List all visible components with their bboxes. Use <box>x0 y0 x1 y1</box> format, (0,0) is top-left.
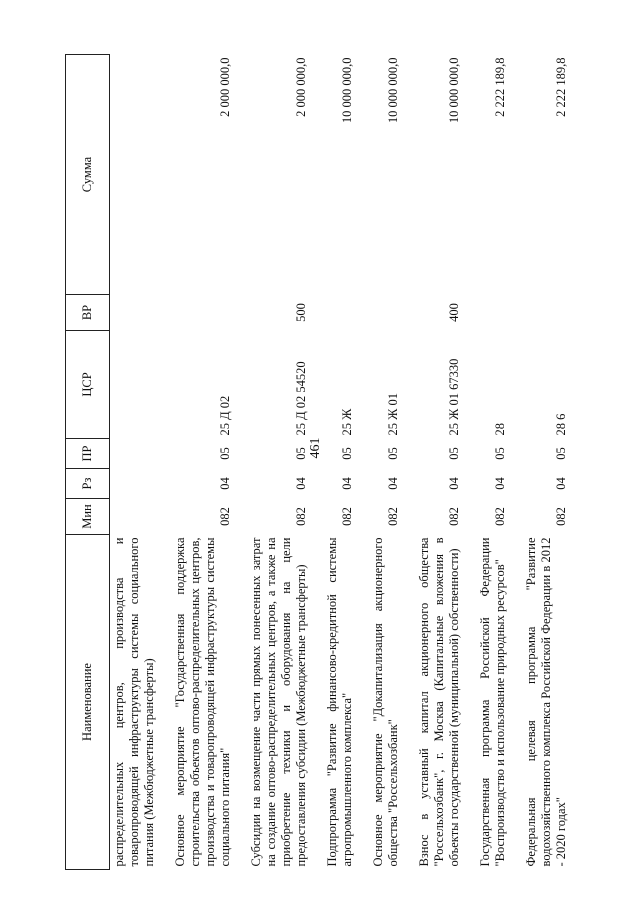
row-min <box>110 499 160 535</box>
row-sum: 2 222 189,8 <box>554 57 568 117</box>
row-csr: 28 <box>493 423 507 436</box>
row-pr: 05 <box>554 447 568 460</box>
row-pr: 05 <box>447 447 461 460</box>
row-min: 082 <box>340 507 354 526</box>
row-pr: 05 <box>493 447 507 460</box>
row-min: 082 <box>218 507 232 526</box>
row-rz: 04 <box>386 477 400 490</box>
table-header-row <box>66 55 110 870</box>
row-csr <box>110 331 160 439</box>
budget-table <box>65 54 571 870</box>
row-csr: 25 Д 02 <box>218 395 232 436</box>
row-rz: 04 <box>340 477 354 490</box>
table-row <box>311 55 357 870</box>
row-pr: 05 <box>386 447 400 460</box>
row-vr <box>110 295 160 331</box>
row-sum <box>110 55 160 295</box>
row-vr <box>357 295 403 331</box>
column-header-vr: ВР <box>66 295 110 331</box>
row-min: 082 <box>554 507 568 526</box>
row-name: распределительных центров, производства и товаропроводящей инфраструктуры системы социального питания (Межбюджетные трансферты) <box>112 537 156 867</box>
row-sum: 2 000 000,0 <box>218 57 232 117</box>
column-header-pr: ПР <box>66 439 110 469</box>
row-name: Подпрограмма "Развитие финансово-кредитной системы агропромышленного комплекса" <box>325 537 354 867</box>
row-vr <box>159 295 235 331</box>
row-name: Федеральная целевая программа "Развитие водохозяйственного комплекса Российской Федерации в 2012 - 2020 годах" <box>524 537 568 867</box>
table-row <box>403 55 464 870</box>
row-min: 082 <box>386 507 400 526</box>
row-rz: 04 <box>554 477 568 490</box>
row-rz: 04 <box>294 477 308 490</box>
row-min: 082 <box>447 507 461 526</box>
row-pr <box>110 439 160 469</box>
row-min: 082 <box>493 507 507 526</box>
table-row <box>159 55 235 870</box>
row-vr <box>510 295 571 331</box>
column-header-name: Наименование <box>66 535 110 870</box>
row-csr: 25 Д 02 54520 <box>294 361 308 436</box>
row-name: Субсидии на возмещение части прямых понесенных затрат на создание оптово-распределительных центров, а также на приобретение техники и оборудования на цели предоставления субсидии (Межбюджетные трансферты) <box>249 537 308 867</box>
row-min: 082 <box>294 507 308 526</box>
table-row <box>510 55 571 870</box>
row-csr: 25 Ж 01 <box>386 393 400 436</box>
row-name: Государственная программа Российской Федерации "Воспроизводство и использование природных ресурсов" <box>478 537 507 867</box>
row-rz: 04 <box>218 477 232 490</box>
column-header-csr: ЦСР <box>66 331 110 439</box>
row-csr: 25 Ж 01 67330 <box>447 358 461 436</box>
column-header-rz: Рз <box>66 469 110 499</box>
row-name: Основное мероприятие "Государственная поддержка строительства объектов оптово-распределительных центров, производства и товаропроводящей инфраструктуры системы социального питания" <box>173 537 232 867</box>
page-number: 461 <box>308 437 323 459</box>
column-header-sum: Сумма <box>66 55 110 295</box>
table-row <box>464 55 510 870</box>
row-sum: 10 000 000,0 <box>386 57 400 124</box>
row-name: Взнос в уставный капитал акционерного общества "Россельхозбанк", г. Москва (Капитальные вложения в объекты государственной (муниципальной) собственности) <box>417 537 461 867</box>
row-sum: 10 000 000,0 <box>340 57 354 124</box>
table-row <box>110 55 160 870</box>
rotated-page-content <box>65 55 585 870</box>
row-sum: 10 000 000,0 <box>447 57 461 124</box>
row-csr: 25 Ж <box>340 408 354 436</box>
row-vr <box>311 295 357 331</box>
table-row <box>235 55 311 870</box>
row-rz: 04 <box>493 477 507 490</box>
row-csr: 28 6 <box>554 413 568 436</box>
column-header-min: Мин <box>66 499 110 535</box>
row-vr <box>464 295 510 331</box>
row-vr: 400 <box>447 303 461 322</box>
row-rz <box>110 469 160 499</box>
row-sum: 2 000 000,0 <box>294 57 308 117</box>
row-pr: 05 <box>294 447 308 460</box>
row-vr: 500 <box>294 303 308 322</box>
table-row <box>357 55 403 870</box>
row-pr: 05 <box>340 447 354 460</box>
row-sum: 2 222 189,8 <box>493 57 507 117</box>
row-pr: 05 <box>218 447 232 460</box>
row-name: Основное мероприятие "Докапитализация акционерного общества "Россельхозбанк" <box>371 537 400 867</box>
row-rz: 04 <box>447 477 461 490</box>
